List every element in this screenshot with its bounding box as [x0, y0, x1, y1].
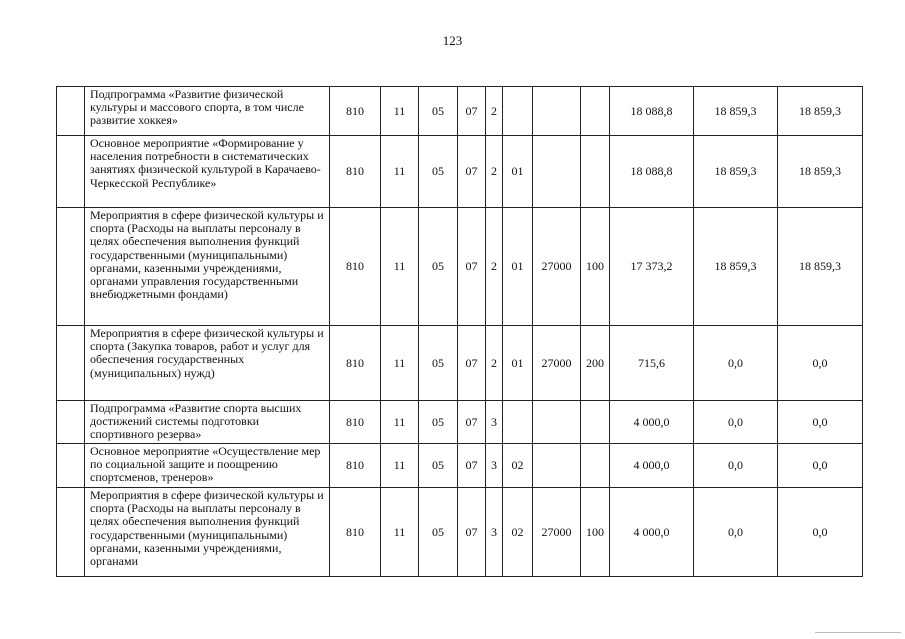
- budget-table: [56, 86, 863, 577]
- ministry-code-cell: 810: [330, 444, 381, 488]
- subprogram-cell: 2: [486, 208, 503, 326]
- section-cell: 11: [381, 401, 419, 444]
- expense-direction-cell: 27000: [533, 326, 581, 401]
- amount-year1-cell: 715,6: [610, 326, 694, 401]
- expense-direction-cell: [533, 87, 581, 136]
- subsection-cell: 05: [419, 488, 458, 577]
- program-cell: 07: [458, 87, 486, 136]
- expense-type-cell: [581, 136, 610, 208]
- expense-type-cell: 200: [581, 326, 610, 401]
- amount-year2-cell: 18 859,3: [694, 208, 778, 326]
- ministry-code-cell: 810: [330, 87, 381, 136]
- amount-year3-cell: 0,0: [778, 488, 863, 577]
- amount-year3-cell: 0,0: [778, 444, 863, 488]
- expense-direction-cell: [533, 136, 581, 208]
- amount-year3-cell: 0,0: [778, 401, 863, 444]
- table-row: [57, 208, 863, 326]
- table-row: [57, 444, 863, 488]
- table-row: [57, 136, 863, 208]
- subprogram-cell: 2: [486, 326, 503, 401]
- program-cell: 07: [458, 208, 486, 326]
- item-name-cell: Основное мероприятие «Осуществление мер по социальной защите и поощрению спортсменов, тренеров»: [85, 444, 330, 488]
- amount-year1-cell: 4 000,0: [610, 401, 694, 444]
- row-number-cell: [57, 136, 85, 208]
- item-name-cell: Основное мероприятие «Формирование у населения потребности в систематических занятиях физической культурой в Карачаево-Черкесской Республике»: [85, 136, 330, 208]
- expense-direction-cell: 27000: [533, 208, 581, 326]
- subprogram-cell: 2: [486, 87, 503, 136]
- table-row: [57, 87, 863, 136]
- subprogram-cell: 2: [486, 136, 503, 208]
- section-cell: 11: [381, 488, 419, 577]
- amount-year2-cell: 0,0: [694, 488, 778, 577]
- amount-year1-cell: 17 373,2: [610, 208, 694, 326]
- section-cell: 11: [381, 326, 419, 401]
- amount-year2-cell: 0,0: [694, 401, 778, 444]
- section-cell: 11: [381, 208, 419, 326]
- ministry-code-cell: 810: [330, 488, 381, 577]
- section-cell: 11: [381, 444, 419, 488]
- activity-cell: 01: [503, 326, 533, 401]
- expense-type-cell: [581, 87, 610, 136]
- activity-cell: [503, 401, 533, 444]
- item-name-cell: Мероприятия в сфере физической культуры и спорта (Расходы на выплаты персоналу в целях обеспечения выполнения функций государственными (муниципальными) органами, казенными учреждениями, органами управления государственными внебюджетными фондами): [85, 208, 330, 326]
- subprogram-cell: 3: [486, 444, 503, 488]
- expense-type-cell: [581, 444, 610, 488]
- activity-cell: [503, 87, 533, 136]
- subsection-cell: 05: [419, 87, 458, 136]
- program-cell: 07: [458, 401, 486, 444]
- amount-year1-cell: 4 000,0: [610, 444, 694, 488]
- ministry-code-cell: 810: [330, 136, 381, 208]
- expense-direction-cell: [533, 444, 581, 488]
- activity-cell: 01: [503, 208, 533, 326]
- row-number-cell: [57, 488, 85, 577]
- table-row: [57, 326, 863, 401]
- amount-year3-cell: 18 859,3: [778, 136, 863, 208]
- item-name-cell: Подпрограмма «Развитие физической культуры и массового спорта, в том числе развитие хоккея»: [85, 87, 330, 136]
- amount-year3-cell: 0,0: [778, 326, 863, 401]
- program-cell: 07: [458, 326, 486, 401]
- expense-type-cell: 100: [581, 208, 610, 326]
- item-name-cell: Мероприятия в сфере физической культуры и спорта (Расходы на выплаты персоналу в целях обеспечения выполнения функций государственными (муниципальными) органами, казенными учреждениями, органами: [85, 488, 330, 577]
- ministry-code-cell: 810: [330, 208, 381, 326]
- expense-type-cell: [581, 401, 610, 444]
- amount-year2-cell: 18 859,3: [694, 87, 778, 136]
- row-number-cell: [57, 401, 85, 444]
- activity-cell: 02: [503, 444, 533, 488]
- expense-direction-cell: [533, 401, 581, 444]
- section-cell: 11: [381, 136, 419, 208]
- amount-year2-cell: 0,0: [694, 326, 778, 401]
- subsection-cell: 05: [419, 136, 458, 208]
- section-cell: 11: [381, 87, 419, 136]
- table-row: [57, 488, 863, 577]
- amount-year1-cell: 18 088,8: [610, 87, 694, 136]
- activity-cell: 02: [503, 488, 533, 577]
- subprogram-cell: 3: [486, 401, 503, 444]
- subsection-cell: 05: [419, 326, 458, 401]
- scan-artifact: [815, 632, 901, 633]
- amount-year3-cell: 18 859,3: [778, 208, 863, 326]
- row-number-cell: [57, 444, 85, 488]
- program-cell: 07: [458, 136, 486, 208]
- subsection-cell: 05: [419, 444, 458, 488]
- expense-direction-cell: 27000: [533, 488, 581, 577]
- row-number-cell: [57, 87, 85, 136]
- subsection-cell: 05: [419, 208, 458, 326]
- activity-cell: 01: [503, 136, 533, 208]
- amount-year1-cell: 18 088,8: [610, 136, 694, 208]
- expense-type-cell: 100: [581, 488, 610, 577]
- row-number-cell: [57, 208, 85, 326]
- ministry-code-cell: 810: [330, 401, 381, 444]
- subprogram-cell: 3: [486, 488, 503, 577]
- table-row: [57, 401, 863, 444]
- program-cell: 07: [458, 488, 486, 577]
- row-number-cell: [57, 326, 85, 401]
- ministry-code-cell: 810: [330, 326, 381, 401]
- item-name-cell: Подпрограмма «Развитие спорта высших достижений системы подготовки спортивного резерва»: [85, 401, 330, 444]
- amount-year2-cell: 18 859,3: [694, 136, 778, 208]
- page-number: 123: [442, 33, 463, 48]
- amount-year2-cell: 0,0: [694, 444, 778, 488]
- item-name-cell: Мероприятия в сфере физической культуры и спорта (Закупка товаров, работ и услуг для обеспечения государственных (муниципальных) нужд): [85, 326, 330, 401]
- amount-year1-cell: 4 000,0: [610, 488, 694, 577]
- amount-year3-cell: 18 859,3: [778, 87, 863, 136]
- program-cell: 07: [458, 444, 486, 488]
- subsection-cell: 05: [419, 401, 458, 444]
